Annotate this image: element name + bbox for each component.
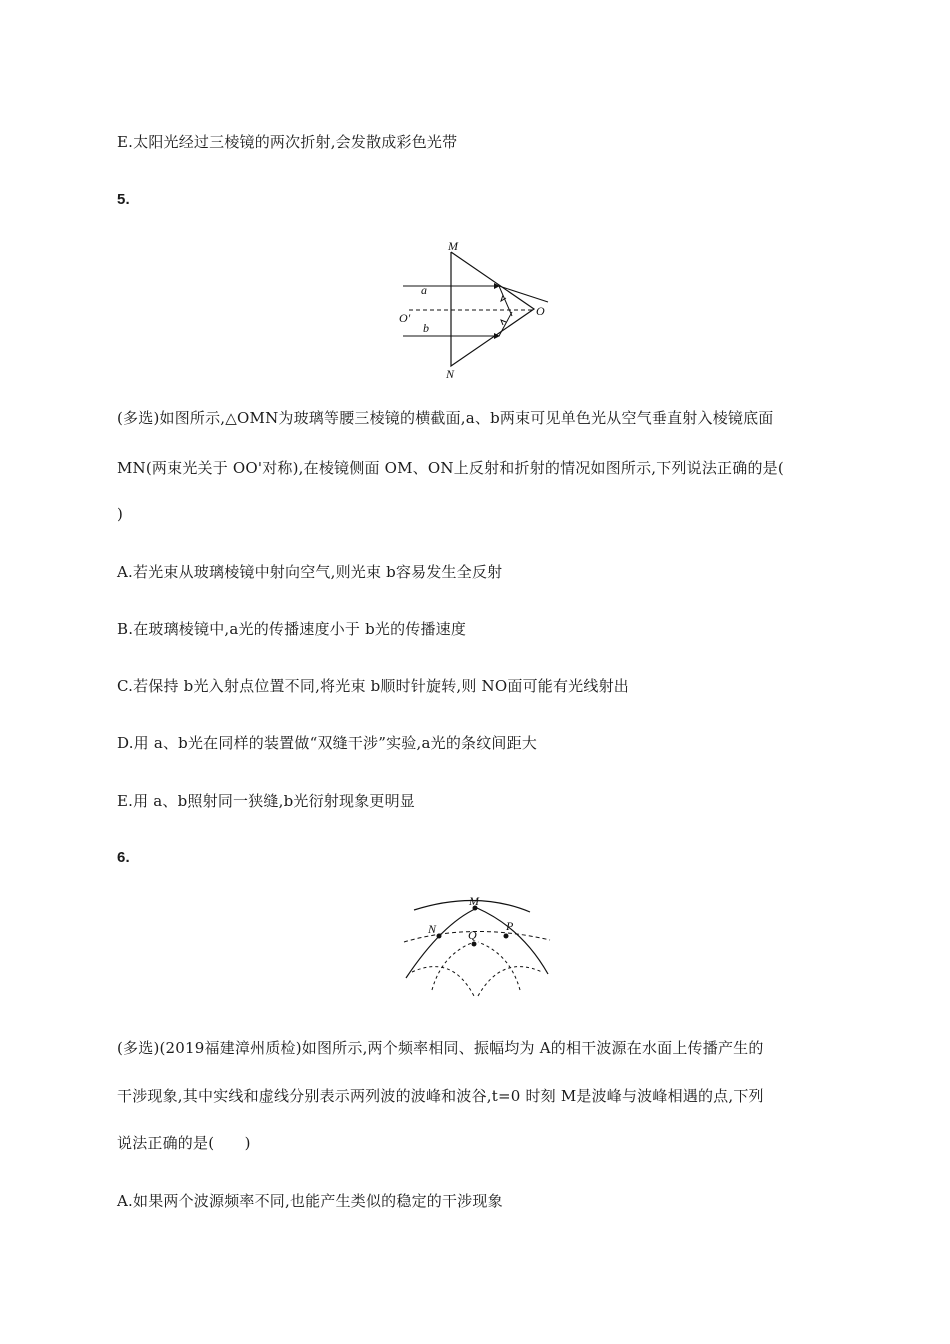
- q5-stem-line2: MN(两束光关于 OO'对称),在棱镜侧面 OM、ON上反射和折射的情况如图所示,下列说法正确的是(: [117, 459, 784, 477]
- q5-option-e: E.用 a、b照射同一狭缝,b光衍射现象更明显: [117, 792, 416, 810]
- q5-stem-line1: (多选)如图所示,△OMN为玻璃等腰三棱镜的横截面,a、b两束可见单色光从空气垂直射入棱镜底面: [117, 409, 774, 427]
- label-n6: N: [428, 922, 437, 936]
- q5-option-c: C.若保持 b光入射点位置不同,将光束 b顺时针旋转,则 NO面可能有光线射出: [117, 677, 629, 695]
- q6-stem-line1: (多选)(2019福建漳州质检)如图所示,两个频率相同、振幅均为 A的相干波源在水面上传播产生的: [117, 1039, 764, 1057]
- trough-arc-left: [412, 967, 474, 996]
- q6-stem-line2: 干涉现象,其中实线和虚线分别表示两列波的波峰和波谷,t=0 时刻 M是波峰与波峰相遇的点,下列: [117, 1087, 764, 1105]
- label-m6: M: [469, 894, 479, 908]
- point-q: [472, 942, 477, 947]
- prism-triangle: [451, 252, 534, 366]
- question-5-number: 5.: [117, 191, 130, 208]
- q5-option-b: B.在玻璃棱镜中,a光的传播速度小于 b光的传播速度: [117, 620, 467, 638]
- trough-arc-right: [478, 967, 542, 996]
- q5-option-a: A.若光束从玻璃棱镜中射向空气,则光束 b容易发生全反射: [117, 563, 503, 581]
- label-b: b: [423, 321, 429, 335]
- label-q6: Q: [468, 928, 477, 942]
- label-p6: P: [506, 919, 514, 933]
- q6-stem-line3: 说法正确的是( ): [117, 1134, 251, 1152]
- label-m: M: [448, 239, 458, 253]
- q4-option-e: E.太阳光经过三棱镜的两次折射,会发散成彩色光带: [117, 133, 458, 151]
- q5-stem-line3: ): [117, 505, 124, 523]
- label-a: a: [421, 283, 427, 297]
- point-p: [504, 934, 509, 939]
- prism-figure: [395, 238, 555, 380]
- q6-option-a: A.如果两个波源频率不同,也能产生类似的稳定的干涉现象: [117, 1192, 503, 1210]
- interference-figure: [402, 894, 552, 998]
- beam-b-reflected: [499, 312, 512, 336]
- point-n: [437, 934, 442, 939]
- trough-arc-mid: [404, 931, 550, 942]
- question-6-number: 6.: [117, 849, 130, 866]
- q5-option-d: D.用 a、b光在同样的装置做“双缝干涉”实验,a光的条纹间距大: [117, 734, 538, 752]
- beam-a-refracted: [499, 286, 548, 302]
- label-o-prime: O': [399, 311, 411, 325]
- label-n: N: [446, 367, 455, 380]
- label-o: O: [536, 304, 545, 318]
